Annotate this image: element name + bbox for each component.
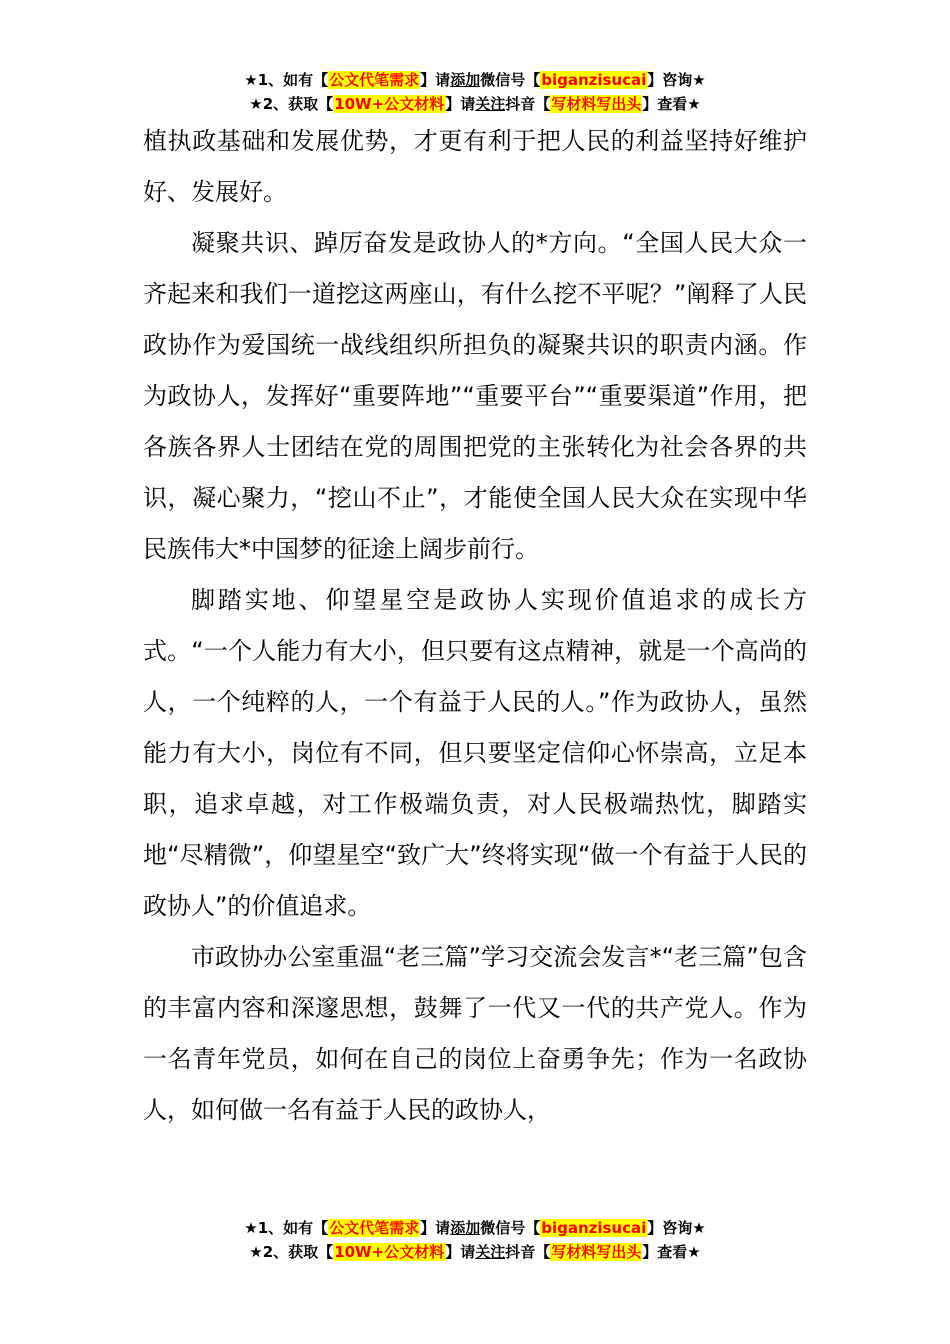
- underlined-text: 关注: [475, 95, 506, 113]
- banner-text: 】请: [445, 1243, 476, 1261]
- highlight-douyin-account: 写材料写出头: [551, 1243, 642, 1261]
- highlight-materials: 10W+公文材料: [334, 1243, 445, 1261]
- banner-line-1: [0, 1216, 950, 1240]
- banner-text: 抖音【: [505, 1243, 551, 1261]
- banner-text: 】请: [445, 95, 476, 113]
- banner-text: 抖音【: [505, 95, 551, 113]
- banner-text: 】请: [420, 71, 451, 89]
- banner-text: 微信号【: [480, 1219, 541, 1237]
- paragraph-old-three-articles: 市政协办公室重温“老三篇”学习交流会发言*“老三篇”包含的丰富内容和深邃思想，鼓舞了一代又一代的共产党人。作为一名青年党员，如何在自己的岗位上奋勇争先；作为一名政协人，如何做一名有益于人民的政协人，: [143, 943, 807, 1124]
- banner-text: 】咨询★: [647, 1219, 706, 1237]
- banner-text: ★1、如有【: [244, 1219, 329, 1237]
- highlight-writing-service: 公文代笔需求: [329, 1219, 420, 1237]
- banner-text: ★1、如有【: [244, 71, 329, 89]
- header-banner: [0, 68, 950, 116]
- banner-text: 】咨询★: [647, 71, 706, 89]
- underlined-text: 关注: [475, 1243, 506, 1261]
- underlined-text: 添加: [450, 71, 481, 89]
- document-body: [143, 116, 807, 1136]
- banner-text: 】查看★: [642, 1243, 701, 1261]
- banner-line-2: [0, 92, 950, 116]
- banner-text: 微信号【: [480, 71, 541, 89]
- highlight-materials: 10W+公文材料: [334, 95, 445, 113]
- banner-text: ★2、获取【: [249, 1243, 334, 1261]
- banner-line-2: [0, 1240, 950, 1264]
- paragraph-value-pursuit: 脚踏实地、仰望星空是政协人实现价值追求的成长方式。“一个人能力有大小，但只要有这点精神，就是一个高尚的人，一个纯粹的人，一个有益于人民的人。”作为政协人，虽然能力有大小，岗位有不同，但只要坚定信仰心怀崇高，立足本职，追求卓越，对工作极端负责，对人民极端热忱，脚踏实地“尽精微”，仰望星空“致广大”终将实现“做一个有益于人民的政协人”的价值追求。: [143, 586, 807, 920]
- paragraph-continuation: 植执政基础和发展优势，才更有利于把人民的利益坚持好维护好、发展好。: [143, 127, 807, 206]
- highlight-douyin-account: 写材料写出头: [551, 95, 642, 113]
- highlight-writing-service: 公文代笔需求: [329, 71, 420, 89]
- banner-line-1: [0, 68, 950, 92]
- highlight-wechat-id: biganzisucai: [541, 71, 647, 89]
- footer-banner: [0, 1216, 950, 1264]
- banner-text: 】请: [420, 1219, 451, 1237]
- highlight-wechat-id: biganzisucai: [541, 1219, 647, 1237]
- banner-text: 】查看★: [642, 95, 701, 113]
- underlined-text: 添加: [450, 1219, 481, 1237]
- paragraph-consensus: 凝聚共识、踔厉奋发是政协人的*方向。“全国人民大众一齐起来和我们一道挖这两座山，有什么挖不平呢？”阐释了人民政协作为爱国统一战线组织所担负的凝聚共识的职责内涵。作为政协人，发挥好“重要阵地”“重要平台”“重要渠道”作用，把各族各界人士团结在党的周围把党的主张转化为社会各界的共识，凝心聚力，“挖山不止”，才能使全国人民大众在实现中华民族伟大*中国梦的征途上阔步前行。: [143, 229, 807, 563]
- banner-text: ★2、获取【: [249, 95, 334, 113]
